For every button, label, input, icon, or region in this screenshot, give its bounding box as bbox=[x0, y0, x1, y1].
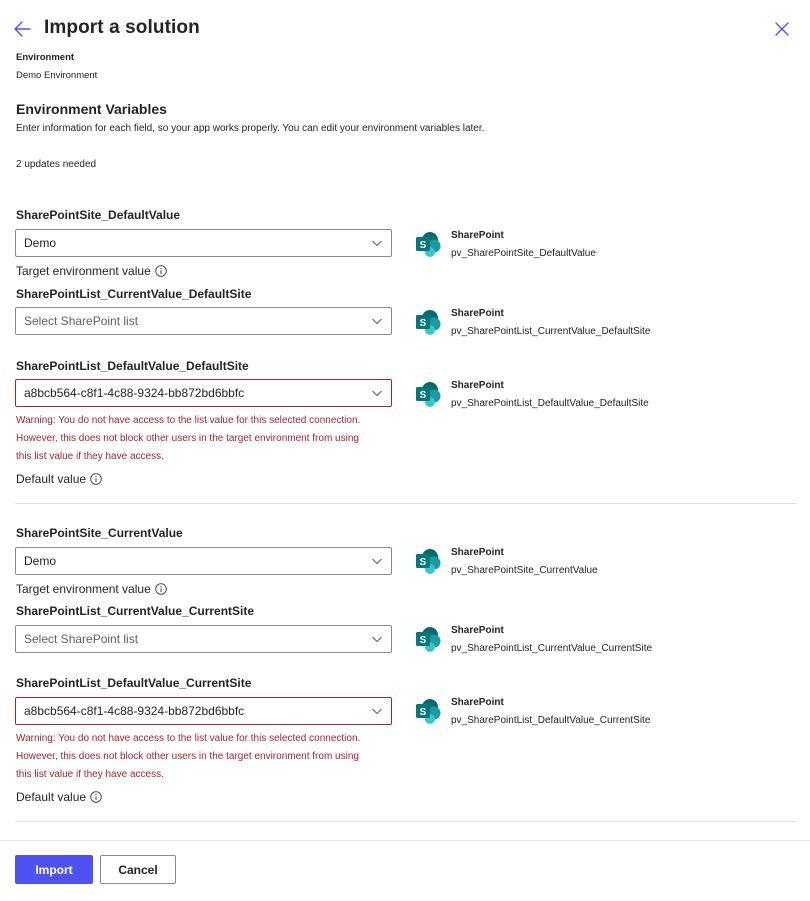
variable-select[interactable] bbox=[15, 379, 392, 407]
cancel-button[interactable]: Cancel bbox=[100, 855, 176, 884]
info-icon[interactable] bbox=[90, 473, 102, 485]
select-placeholder: Select SharePoint list bbox=[24, 314, 139, 328]
select-value: a8bcb564-c8f1-4c88-9324-bb872bd6bbfc bbox=[24, 704, 245, 718]
svg-text:S: S bbox=[419, 635, 427, 646]
helper-label: Target environment value bbox=[16, 582, 151, 596]
warning-line: this list value if they have access. bbox=[16, 769, 164, 780]
connector-info bbox=[414, 380, 804, 414]
connector-info bbox=[414, 230, 804, 264]
warning-line: this list value if they have access. bbox=[16, 451, 164, 462]
warning-message bbox=[16, 730, 396, 784]
select-value: Demo bbox=[24, 236, 57, 250]
sharepoint-icon bbox=[414, 308, 442, 336]
sharepoint-icon bbox=[414, 230, 442, 258]
connector-id: pv_SharePointSite_DefaultValue bbox=[451, 248, 596, 259]
connector-id: pv_SharePointSite_CurrentValue bbox=[451, 565, 598, 576]
connector-id: pv_SharePointList_CurrentValue_CurrentSite bbox=[451, 643, 653, 654]
connector-name: SharePoint bbox=[451, 230, 504, 241]
connector-name: SharePoint bbox=[451, 308, 504, 319]
info-icon[interactable] bbox=[90, 791, 102, 803]
helper-text bbox=[16, 264, 167, 278]
connector-id: pv_SharePointList_CurrentValue_DefaultSite bbox=[451, 326, 651, 337]
connector-id: pv_SharePointList_DefaultValue_DefaultSite bbox=[451, 398, 649, 409]
chevron-down-icon bbox=[371, 237, 383, 249]
connector-info bbox=[414, 308, 804, 342]
svg-text:S: S bbox=[419, 318, 427, 329]
chevron-down-icon bbox=[371, 633, 383, 645]
connector-info bbox=[414, 625, 804, 659]
select-placeholder: Select SharePoint list bbox=[24, 632, 139, 646]
section-divider bbox=[15, 821, 797, 822]
variable-select[interactable] bbox=[15, 229, 392, 257]
warning-line: Warning: You do not have access to the list value for this selected connection. bbox=[16, 733, 361, 744]
variable-label: SharePointList_CurrentValue_DefaultSite bbox=[16, 287, 252, 301]
sharepoint-icon bbox=[414, 625, 442, 653]
variable-label: SharePointList_CurrentValue_CurrentSite bbox=[16, 604, 255, 618]
panel-header bbox=[0, 0, 810, 56]
section-title: Environment Variables bbox=[16, 101, 167, 117]
footer-divider bbox=[0, 840, 810, 841]
section-description: Enter information for each field, so your app works properly. You can edit your environment variables later. bbox=[16, 123, 485, 134]
helper-text bbox=[16, 790, 102, 804]
warning-message bbox=[16, 412, 396, 466]
helper-label: Target environment value bbox=[16, 264, 151, 278]
select-value: a8bcb564-c8f1-4c88-9324-bb872bd6bbfc bbox=[24, 386, 245, 400]
connector-name: SharePoint bbox=[451, 380, 504, 391]
chevron-down-icon bbox=[371, 705, 383, 717]
environment-label: Environment bbox=[16, 52, 75, 63]
svg-text:S: S bbox=[419, 707, 427, 718]
import-button[interactable]: Import bbox=[15, 855, 93, 884]
section-divider bbox=[15, 503, 797, 504]
chevron-down-icon bbox=[371, 387, 383, 399]
sharepoint-icon bbox=[414, 697, 442, 725]
warning-line: However, this does not block other users in the target environment from using bbox=[16, 751, 359, 762]
variable-label: SharePointSite_CurrentValue bbox=[16, 526, 183, 540]
helper-text bbox=[16, 582, 167, 596]
helper-label: Default value bbox=[16, 790, 87, 804]
svg-text:S: S bbox=[419, 390, 427, 401]
updates-needed: 2 updates needed bbox=[16, 159, 97, 170]
panel-title: Import a solution bbox=[44, 17, 200, 38]
select-value: Demo bbox=[24, 554, 57, 568]
connector-name: SharePoint bbox=[451, 547, 504, 558]
connector-id: pv_SharePointList_DefaultValue_CurrentSite bbox=[451, 715, 651, 726]
variable-label: SharePointSite_DefaultValue bbox=[16, 208, 181, 222]
variable-label: SharePointList_DefaultValue_CurrentSite bbox=[16, 676, 252, 690]
back-button[interactable] bbox=[12, 18, 34, 40]
variable-select[interactable] bbox=[15, 547, 392, 575]
connector-info bbox=[414, 697, 804, 731]
connector-info bbox=[414, 547, 804, 581]
info-icon[interactable] bbox=[155, 265, 167, 277]
arrow-left-icon bbox=[12, 18, 34, 40]
helper-text bbox=[16, 472, 102, 486]
info-icon[interactable] bbox=[155, 583, 167, 595]
connector-name: SharePoint bbox=[451, 625, 504, 636]
chevron-down-icon bbox=[371, 315, 383, 327]
variable-select[interactable] bbox=[15, 625, 392, 653]
close-icon bbox=[772, 19, 792, 39]
chevron-down-icon bbox=[371, 555, 383, 567]
variable-select[interactable] bbox=[15, 307, 392, 335]
svg-text:S: S bbox=[419, 240, 427, 251]
warning-line: However, this does not block other users in the target environment from using bbox=[16, 433, 359, 444]
svg-text:S: S bbox=[419, 557, 427, 568]
helper-label: Default value bbox=[16, 472, 87, 486]
sharepoint-icon bbox=[414, 547, 442, 575]
sharepoint-icon bbox=[414, 380, 442, 408]
variable-select[interactable] bbox=[15, 697, 392, 725]
environment-value: Demo Environment bbox=[16, 70, 98, 81]
warning-line: Warning: You do not have access to the list value for this selected connection. bbox=[16, 415, 361, 426]
connector-name: SharePoint bbox=[451, 697, 504, 708]
close-button[interactable] bbox=[772, 19, 792, 39]
variable-label: SharePointList_DefaultValue_DefaultSite bbox=[16, 359, 249, 373]
